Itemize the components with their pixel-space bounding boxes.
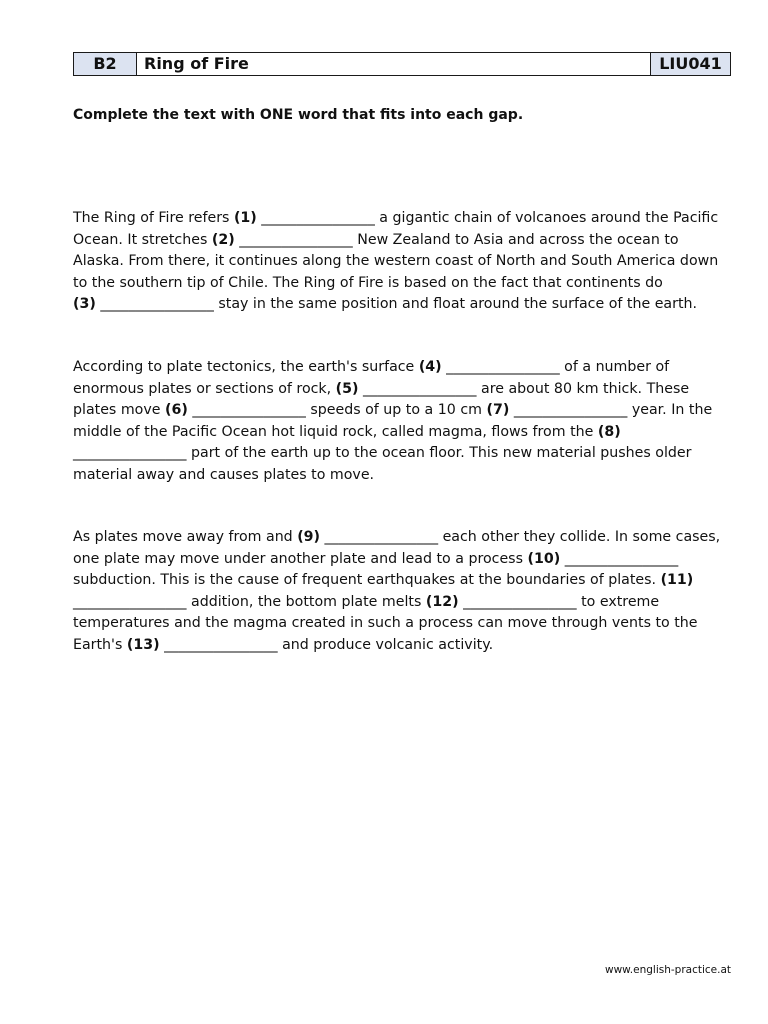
gap-number: (9) [297, 529, 321, 545]
paragraph-text: speeds of up to a 10 cm [305, 402, 487, 419]
gap-number: (3) [73, 296, 96, 313]
paragraph-text: year. In the middle of the Pacific Ocean hot liquid rock, called magma, flows from the [73, 402, 713, 440]
gap-blank: ________________ [509, 402, 628, 419]
gap-blank: ________________ [458, 593, 577, 610]
gap-number: (10) [527, 550, 561, 567]
gap-blank: ________________ [187, 402, 306, 419]
gap-blank: ________________ [234, 231, 353, 248]
paragraph-text: a gigantic chain of volcanoes around the Pacific Ocean. It stretches [73, 210, 719, 248]
gap-blank: ________________ [73, 445, 187, 462]
paragraph-text: to extreme temperatures and the magma created in such a process can move through vents to the Earth's [73, 593, 698, 653]
paragraph-text: of a number of enormous plates or sections of rock, [73, 359, 670, 397]
gap-number: (5) [335, 380, 359, 397]
paragraph-text: part of the earth up to the ocean floor. This new material pushes older material away and causes plates to move. [73, 445, 692, 483]
gap-blank: ________________ [358, 380, 477, 397]
paragraph-text: and produce volcanic activity. [277, 636, 494, 653]
gap-number: (6) [164, 402, 188, 419]
gap-number: (7) [486, 402, 510, 419]
gap-number: (4) [418, 359, 442, 375]
gap-blank: ________________ [320, 529, 439, 545]
worksheet-header [73, 52, 731, 76]
gap-number: (8) [597, 423, 621, 440]
gap-blank: ________________ [441, 359, 560, 375]
gap-number: (2) [211, 231, 235, 248]
instruction-text: Complete the text with ONE word that fits into each gap. [73, 107, 524, 123]
gap-blank: ________________ [95, 296, 214, 313]
gap-number: (1) [233, 210, 257, 226]
paragraph-text: According to plate tectonics, the earth's surface [73, 359, 419, 375]
paragraph-text: stay in the same position and float around the surface of the earth. [213, 296, 698, 313]
footer-website: www.english-practice.at [604, 964, 731, 976]
paragraph-1 [73, 208, 731, 316]
paragraph-text: subduction. This is the cause of frequent earthquakes at the boundaries of plates. [73, 572, 661, 589]
paragraph-text: are about 80 km thick. These plates move [73, 380, 690, 419]
paragraph-2 [73, 357, 731, 487]
gap-blank: ________________ [560, 550, 679, 567]
gap-number: (13) [126, 636, 160, 653]
worksheet-code: LIU041 [651, 53, 731, 76]
paragraph-text: each other they collide. In some cases, one plate may move under another plate and lead to a process [73, 529, 721, 567]
gap-number: (12) [425, 593, 459, 610]
gap-blank: ________________ [73, 593, 187, 610]
paragraph-text: As plates move away from and [73, 529, 298, 545]
paragraph-text: New Zealand to Asia and across the ocean to Alaska. From there, it continues along the western coast of North and South America down to the southern tip of Chile. The Ring of Fire is based on the fact that continents do [73, 231, 719, 291]
paragraph-text: addition, the bottom plate melts [186, 593, 426, 610]
gap-number: (11) [660, 572, 694, 589]
paragraph-3 [73, 527, 731, 657]
paragraph-text: The Ring of Fire refers [73, 210, 234, 226]
worksheet-title: Ring of Fire [137, 53, 651, 76]
level-cell: B2 [74, 53, 137, 76]
gap-blank: ________________ [256, 210, 375, 226]
gap-blank: ________________ [159, 636, 278, 653]
